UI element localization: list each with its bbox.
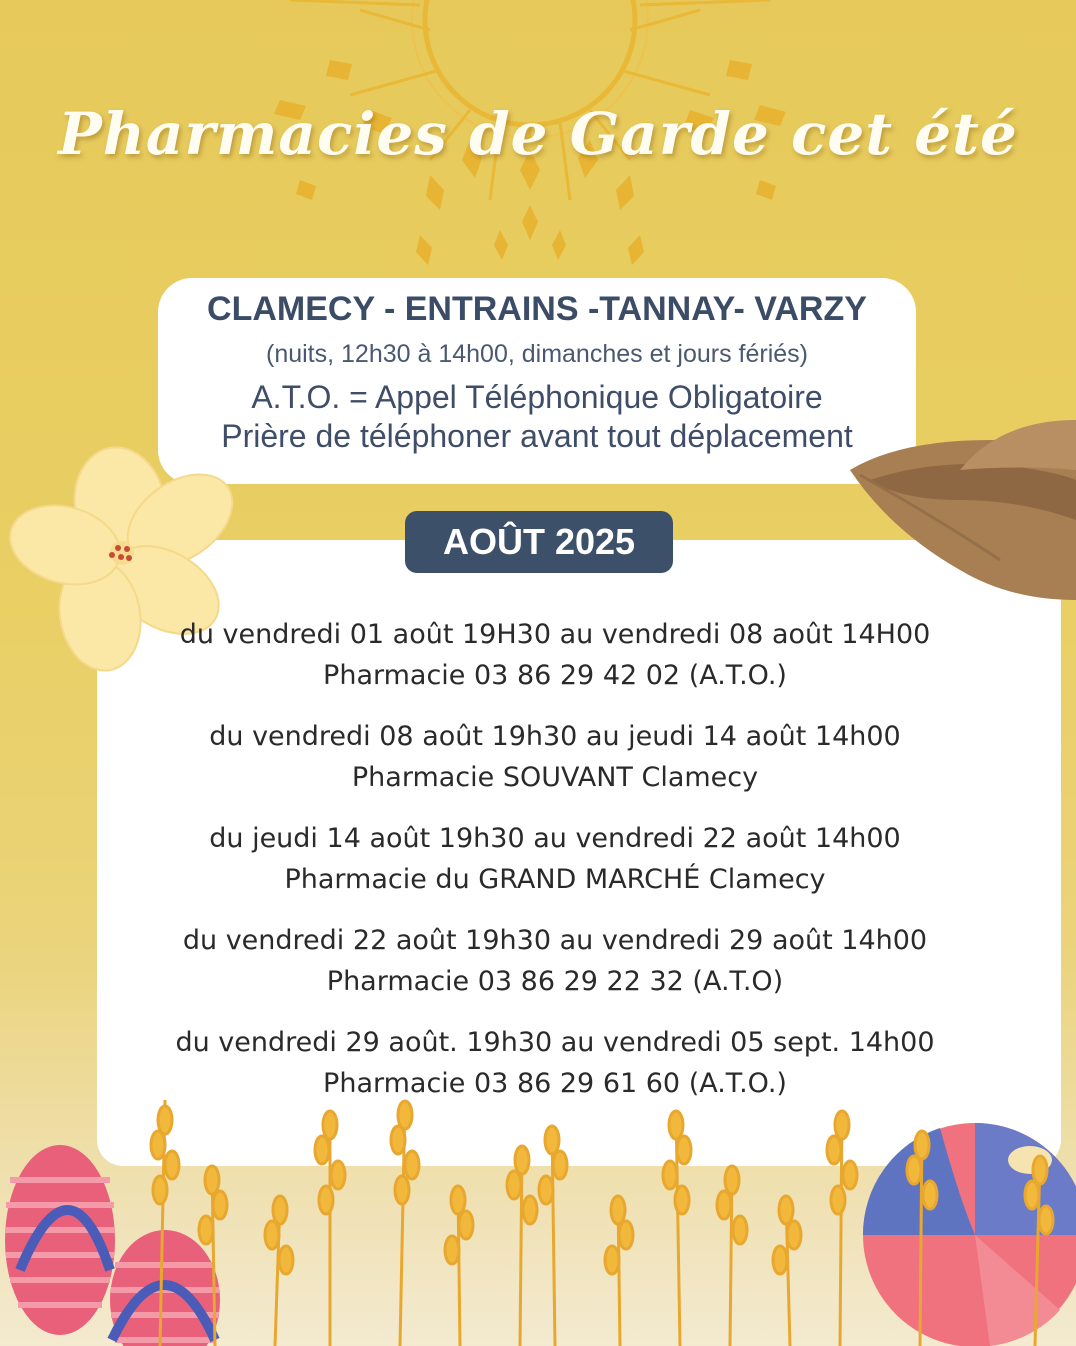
call-notice: Prière de téléphoner avant tout déplacement (221, 418, 853, 454)
flip-flops-icon (5, 1145, 220, 1346)
info-hours: (nuits, 12h30 à 14h00, dimanches et jours fériés) (266, 340, 808, 368)
ato-definition: A.T.O. = Appel Téléphonique Obligatoire (251, 379, 823, 415)
page-title: Pharmacies de Garde cet été (58, 100, 1018, 168)
entry-pharmacy: Pharmacie SOUVANT Clamecy (351, 762, 759, 793)
info-heading: CLAMECY - ENTRAINS -TANNAY- VARZY (207, 290, 867, 328)
month-badge: AOÛT 2025 (405, 511, 673, 573)
entry-pharmacy: Pharmacie du GRAND MARCHÉ Clamecy (284, 864, 826, 895)
entry-pharmacy: Pharmacie 03 86 29 61 60 (A.T.O.) (323, 1068, 787, 1099)
entry-dates: du vendredi 22 août 19h30 au vendredi 29 août 14h00 (182, 925, 928, 956)
entry-pharmacy: Pharmacie 03 86 29 42 02 (A.T.O.) (323, 660, 787, 691)
entry-dates: du jeudi 14 août 19h30 au vendredi 22 août 14h00 (209, 823, 901, 854)
entry-pharmacy: Pharmacie 03 86 29 22 32 (A.T.O) (326, 966, 784, 997)
entry-dates: du vendredi 29 août. 19h30 au vendredi 05 sept. 14h00 (175, 1027, 935, 1058)
entry-dates: du vendredi 01 août 19H30 au vendredi 08 août 14H00 (179, 619, 931, 650)
entry-dates: du vendredi 08 août 19h30 au jeudi 14 août 14h00 (209, 721, 901, 752)
